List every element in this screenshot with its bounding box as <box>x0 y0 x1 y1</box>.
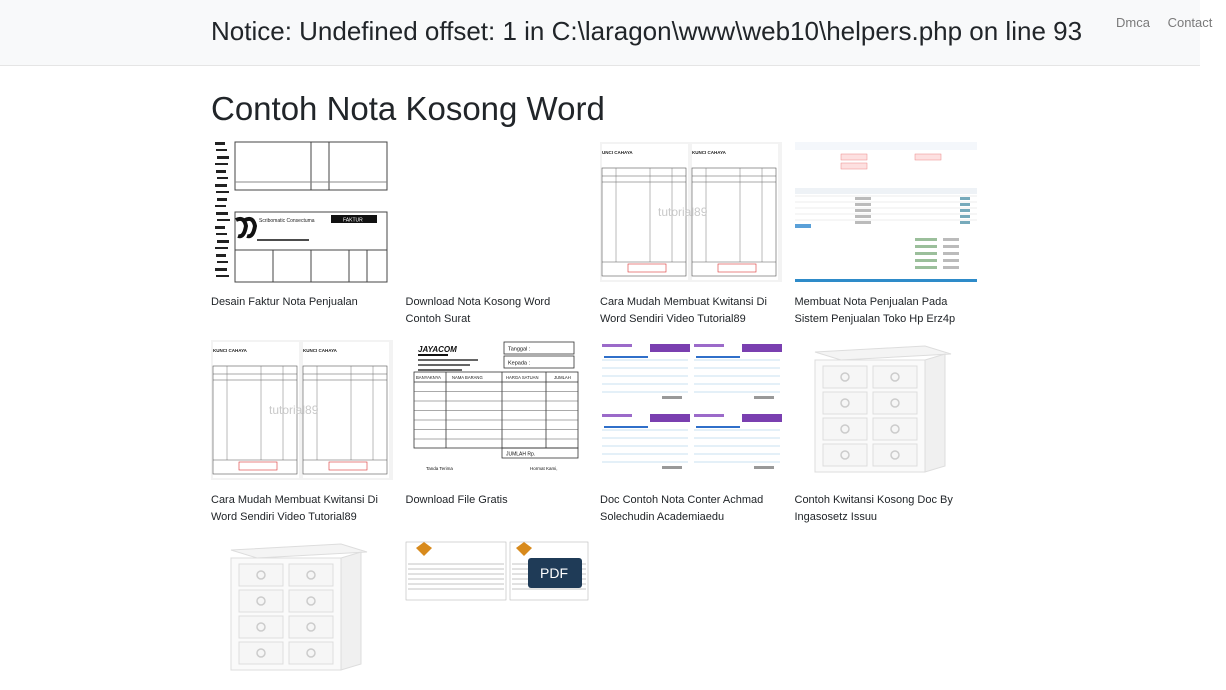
svg-text:FAKTUR: FAKTUR <box>343 217 363 224</box>
svg-text:UNCI CAHAYA: UNCI CAHAYA <box>602 150 633 155</box>
php-notice-text: Notice: Undefined offset: 1 in C:\laragon\www\web10\helpers.php on line 93 <box>211 16 1083 46</box>
gallery-caption[interactable]: Download Nota Kosong Word Contoh Surat <box>405 296 551 325</box>
gallery-card[interactable] <box>406 142 588 328</box>
gallery-card[interactable] <box>211 538 393 690</box>
top-navbar <box>0 0 1213 66</box>
svg-text:Hormat Kami,: Hormat Kami, <box>529 466 558 471</box>
gallery-thumbnail[interactable] <box>406 538 588 678</box>
gallery-caption[interactable]: Download File Gratis <box>405 494 508 506</box>
gallery-caption[interactable]: Doc Contoh Nota Conter Achmad Solechudin Academiaedu <box>600 494 764 523</box>
gallery-caption[interactable]: Cara Mudah Membuat Kwitansi Di Word Sendiri Video Tutorial89 <box>211 494 378 523</box>
svg-text:Kepada :: Kepada : <box>507 360 530 367</box>
gallery-thumbnail[interactable] <box>406 142 588 282</box>
gallery-caption[interactable]: Cara Mudah Membuat Kwitansi Di Word Sendiri Video Tutorial89 <box>600 296 767 325</box>
gallery-card[interactable] <box>795 340 977 526</box>
gallery-thumbnail[interactable] <box>406 340 588 480</box>
gallery-card[interactable] <box>406 340 588 509</box>
gallery-thumbnail[interactable] <box>795 340 977 480</box>
svg-text:JUMLAH Rp.: JUMLAH Rp. <box>505 451 535 458</box>
gallery-thumbnail[interactable] <box>211 538 393 678</box>
gallery-caption[interactable]: Desain Faktur Nota Penjualan <box>211 296 358 308</box>
gallery-card[interactable] <box>406 538 588 690</box>
svg-text:BANYAKNYA: BANYAKNYA <box>415 375 441 380</box>
gallery-caption[interactable]: Membuat Nota Penjualan Pada Sistem Penjualan Toko Hp Erz4p <box>794 296 956 325</box>
gallery-thumbnail[interactable] <box>211 340 393 480</box>
gallery-card[interactable] <box>795 142 977 328</box>
svg-text:KUNCI CAHAYA: KUNCI CAHAYA <box>213 348 247 353</box>
gallery-caption[interactable]: Contoh Kwitansi Kosong Doc By Ingasosetz Issuu <box>794 494 953 523</box>
gallery-card[interactable] <box>600 340 782 526</box>
gallery-card[interactable] <box>211 142 393 311</box>
svg-text:Tanda Terima: Tanda Terima <box>425 466 453 471</box>
gallery-thumbnail[interactable] <box>600 340 782 480</box>
svg-text:HARGA SATUAN: HARGA SATUAN <box>505 375 538 380</box>
svg-text:JUMLAH: JUMLAH <box>553 375 571 380</box>
gallery-thumbnail[interactable] <box>211 142 393 282</box>
page-title: Contoh Nota Kosong Word <box>211 90 605 127</box>
svg-text:Scribomatic Consectuma: Scribomatic Consectuma <box>259 218 315 224</box>
svg-text:KUNCI CAHAYA: KUNCI CAHAYA <box>692 150 726 155</box>
svg-text:Tanggal :: Tanggal : <box>507 346 530 353</box>
nav-link-contact[interactable]: Contact <box>1167 15 1213 30</box>
gallery-card[interactable] <box>600 142 782 328</box>
nav-links <box>1116 15 1226 30</box>
svg-text:KUNCI CAHAYA: KUNCI CAHAYA <box>303 348 337 353</box>
svg-text:PDF: PDF <box>539 565 568 581</box>
svg-text:tutorial89: tutorial89 <box>269 403 319 417</box>
svg-text:NAMA BARANG: NAMA BARANG <box>451 375 483 380</box>
gallery-thumbnail[interactable] <box>795 142 977 282</box>
gallery-card[interactable] <box>211 340 393 526</box>
gallery-thumbnail[interactable] <box>600 142 782 282</box>
svg-text:JAYACOM: JAYACOM <box>417 345 457 354</box>
svg-text:tutorial89: tutorial89 <box>658 205 708 219</box>
nav-link-dmca[interactable]: Dmca <box>1116 15 1150 30</box>
